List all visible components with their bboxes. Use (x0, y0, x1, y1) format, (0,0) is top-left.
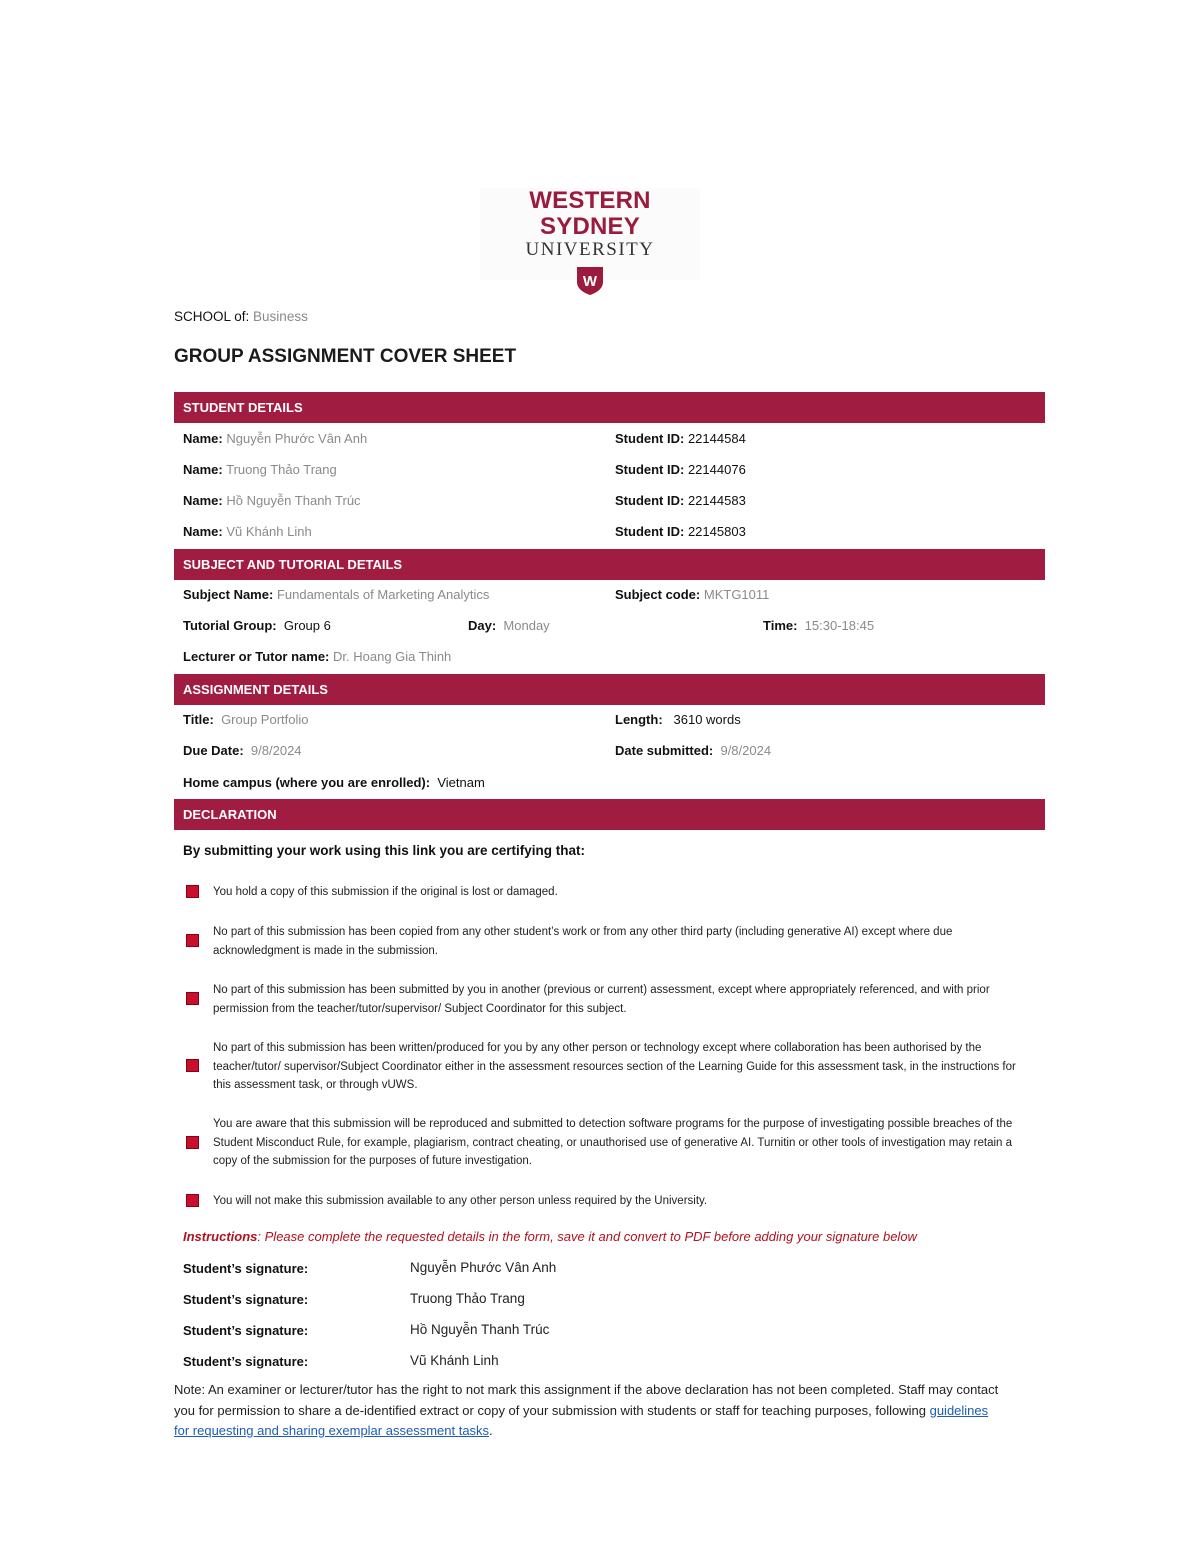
signature-label-4: Student’s signature: (183, 1354, 309, 1369)
school-line (174, 309, 308, 324)
assignment-length: Length: 3610 words (615, 712, 741, 727)
signature-value-1: Nguyễn Phước Vân Anh (410, 1260, 557, 1275)
section-header-student-details: STUDENT DETAILS (174, 392, 1045, 423)
tutorial-day: Day: Monday (468, 618, 550, 633)
declaration-checkbox-1[interactable] (186, 885, 199, 898)
declaration-item-6: You will not make this submission available to any other person unless required by the University. (213, 1195, 708, 1207)
student-id-4: Student ID: 22145803 (615, 524, 746, 539)
note-end: . (489, 1423, 493, 1438)
page-title: GROUP ASSIGNMENT COVER SHEET (174, 346, 517, 367)
declaration-checkbox-2[interactable] (186, 934, 199, 947)
date-submitted: Date submitted: 9/8/2024 (615, 743, 772, 758)
signature-label-2: Student’s signature: (183, 1292, 309, 1307)
student-name-4: Name: Vũ Khánh Linh (183, 524, 312, 539)
university-crest-icon (576, 266, 604, 296)
due-date: Due Date: 9/8/2024 (183, 743, 302, 758)
declaration-item-2: No part of this submission has been copied from any other student’s work or from any other third party (including generative AI) except where due acknowledgment is made in the submission. (213, 926, 953, 957)
logo-line-2: UNIVERSITY (525, 239, 655, 260)
declaration-item-3: No part of this submission has been submitted by you in another (previous or current) assessment, except where appropriately referenced, and with prior permission from the teacher/tutor/supervisor/ Subject Coordinator for this subject. (213, 984, 990, 1015)
student-id-2: Student ID: 22144076 (615, 462, 746, 477)
assignment-title: Title: Group Portfolio (183, 712, 309, 727)
declaration-lead: By submitting your work using this link you are certifying that: (183, 843, 586, 858)
instructions-label: Instructions (183, 1229, 258, 1244)
subject-name: Subject Name: Fundamentals of Marketing Analytics (183, 587, 490, 602)
footer-note (174, 1380, 1004, 1442)
declaration-item-4: No part of this submission has been written/produced for you by any other person or technology except where collaboration has been authorised by the teacher/tutor/ supervisor/Subject Coordinator either in the assessment resources section of the Learning Guide for this assessment task, in the instructions for this assessment task, or through vUWS. (213, 1042, 1016, 1091)
instructions-text: : Please complete the requested details in the form, save it and convert to PDF before adding your signature below (257, 1229, 917, 1244)
school-label: SCHOOL of: (174, 309, 250, 324)
declaration-checkbox-3[interactable] (186, 992, 199, 1005)
signature-value-4: Vũ Khánh Linh (410, 1353, 499, 1368)
student-name-3: Name: Hồ Nguyễn Thanh Trúc (183, 493, 361, 508)
svg-text:W: W (582, 273, 598, 290)
section-header-assignment-details: ASSIGNMENT DETAILS (174, 674, 1045, 705)
declaration-checkbox-5[interactable] (186, 1136, 199, 1149)
declaration-item-5: You are aware that this submission will be reproduced and submitted to detection software programs for the purpose of investigating possible breaches of the Student Misconduct Rule, for example, plagiarism, contract cheating, or unauthorised use of generative AI. Turnitin or other tools of investigation may retain a copy of the submission for the purposes of future investigation. (213, 1118, 1013, 1167)
declaration-checkbox-4[interactable] (186, 1059, 199, 1072)
student-name-1: Name: Nguyễn Phước Vân Anh (183, 431, 368, 446)
signature-value-2: Truong Thảo Trang (410, 1291, 525, 1306)
tutorial-group: Tutorial Group: Group 6 (183, 618, 331, 633)
signature-label-3: Student’s signature: (183, 1323, 309, 1338)
signature-label-1: Student’s signature: (183, 1261, 309, 1276)
subject-code: Subject code: MKTG1011 (615, 587, 770, 602)
instructions-line (183, 1229, 917, 1244)
university-logo (480, 187, 700, 290)
signature-value-3: Hồ Nguyễn Thanh Trúc (410, 1322, 550, 1337)
school-value: Business (253, 309, 308, 324)
lecturer-name: Lecturer or Tutor name: Dr. Hoang Gia Thinh (183, 649, 452, 664)
logo-line-1: WESTERN SYDNEY (529, 187, 651, 240)
tutorial-time: Time: 15:30-18:45 (763, 618, 875, 633)
declaration-checkbox-6[interactable] (186, 1194, 199, 1207)
student-name-2: Name: Truong Thảo Trang (183, 462, 337, 477)
declaration-item-1: You hold a copy of this submission if the original is lost or damaged. (213, 886, 558, 898)
guidelines-link[interactable]: guidelines for requesting and sharing exemplar assessment tasks (174, 1402, 989, 1438)
section-header-declaration: DECLARATION (174, 799, 1045, 830)
student-id-3: Student ID: 22144583 (615, 493, 746, 508)
home-campus: Home campus (where you are enrolled): Vietnam (183, 775, 485, 790)
note-text: Note: An examiner or lecturer/tutor has the right to not mark this assignment if the above declaration has not been completed. Staff may contact you for permission to share a de-identified extract or copy of your submission with students or staff for teaching purposes, following (174, 1382, 999, 1418)
student-id-1: Student ID: 22144584 (615, 431, 746, 446)
section-header-subject-details: SUBJECT AND TUTORIAL DETAILS (174, 549, 1045, 580)
